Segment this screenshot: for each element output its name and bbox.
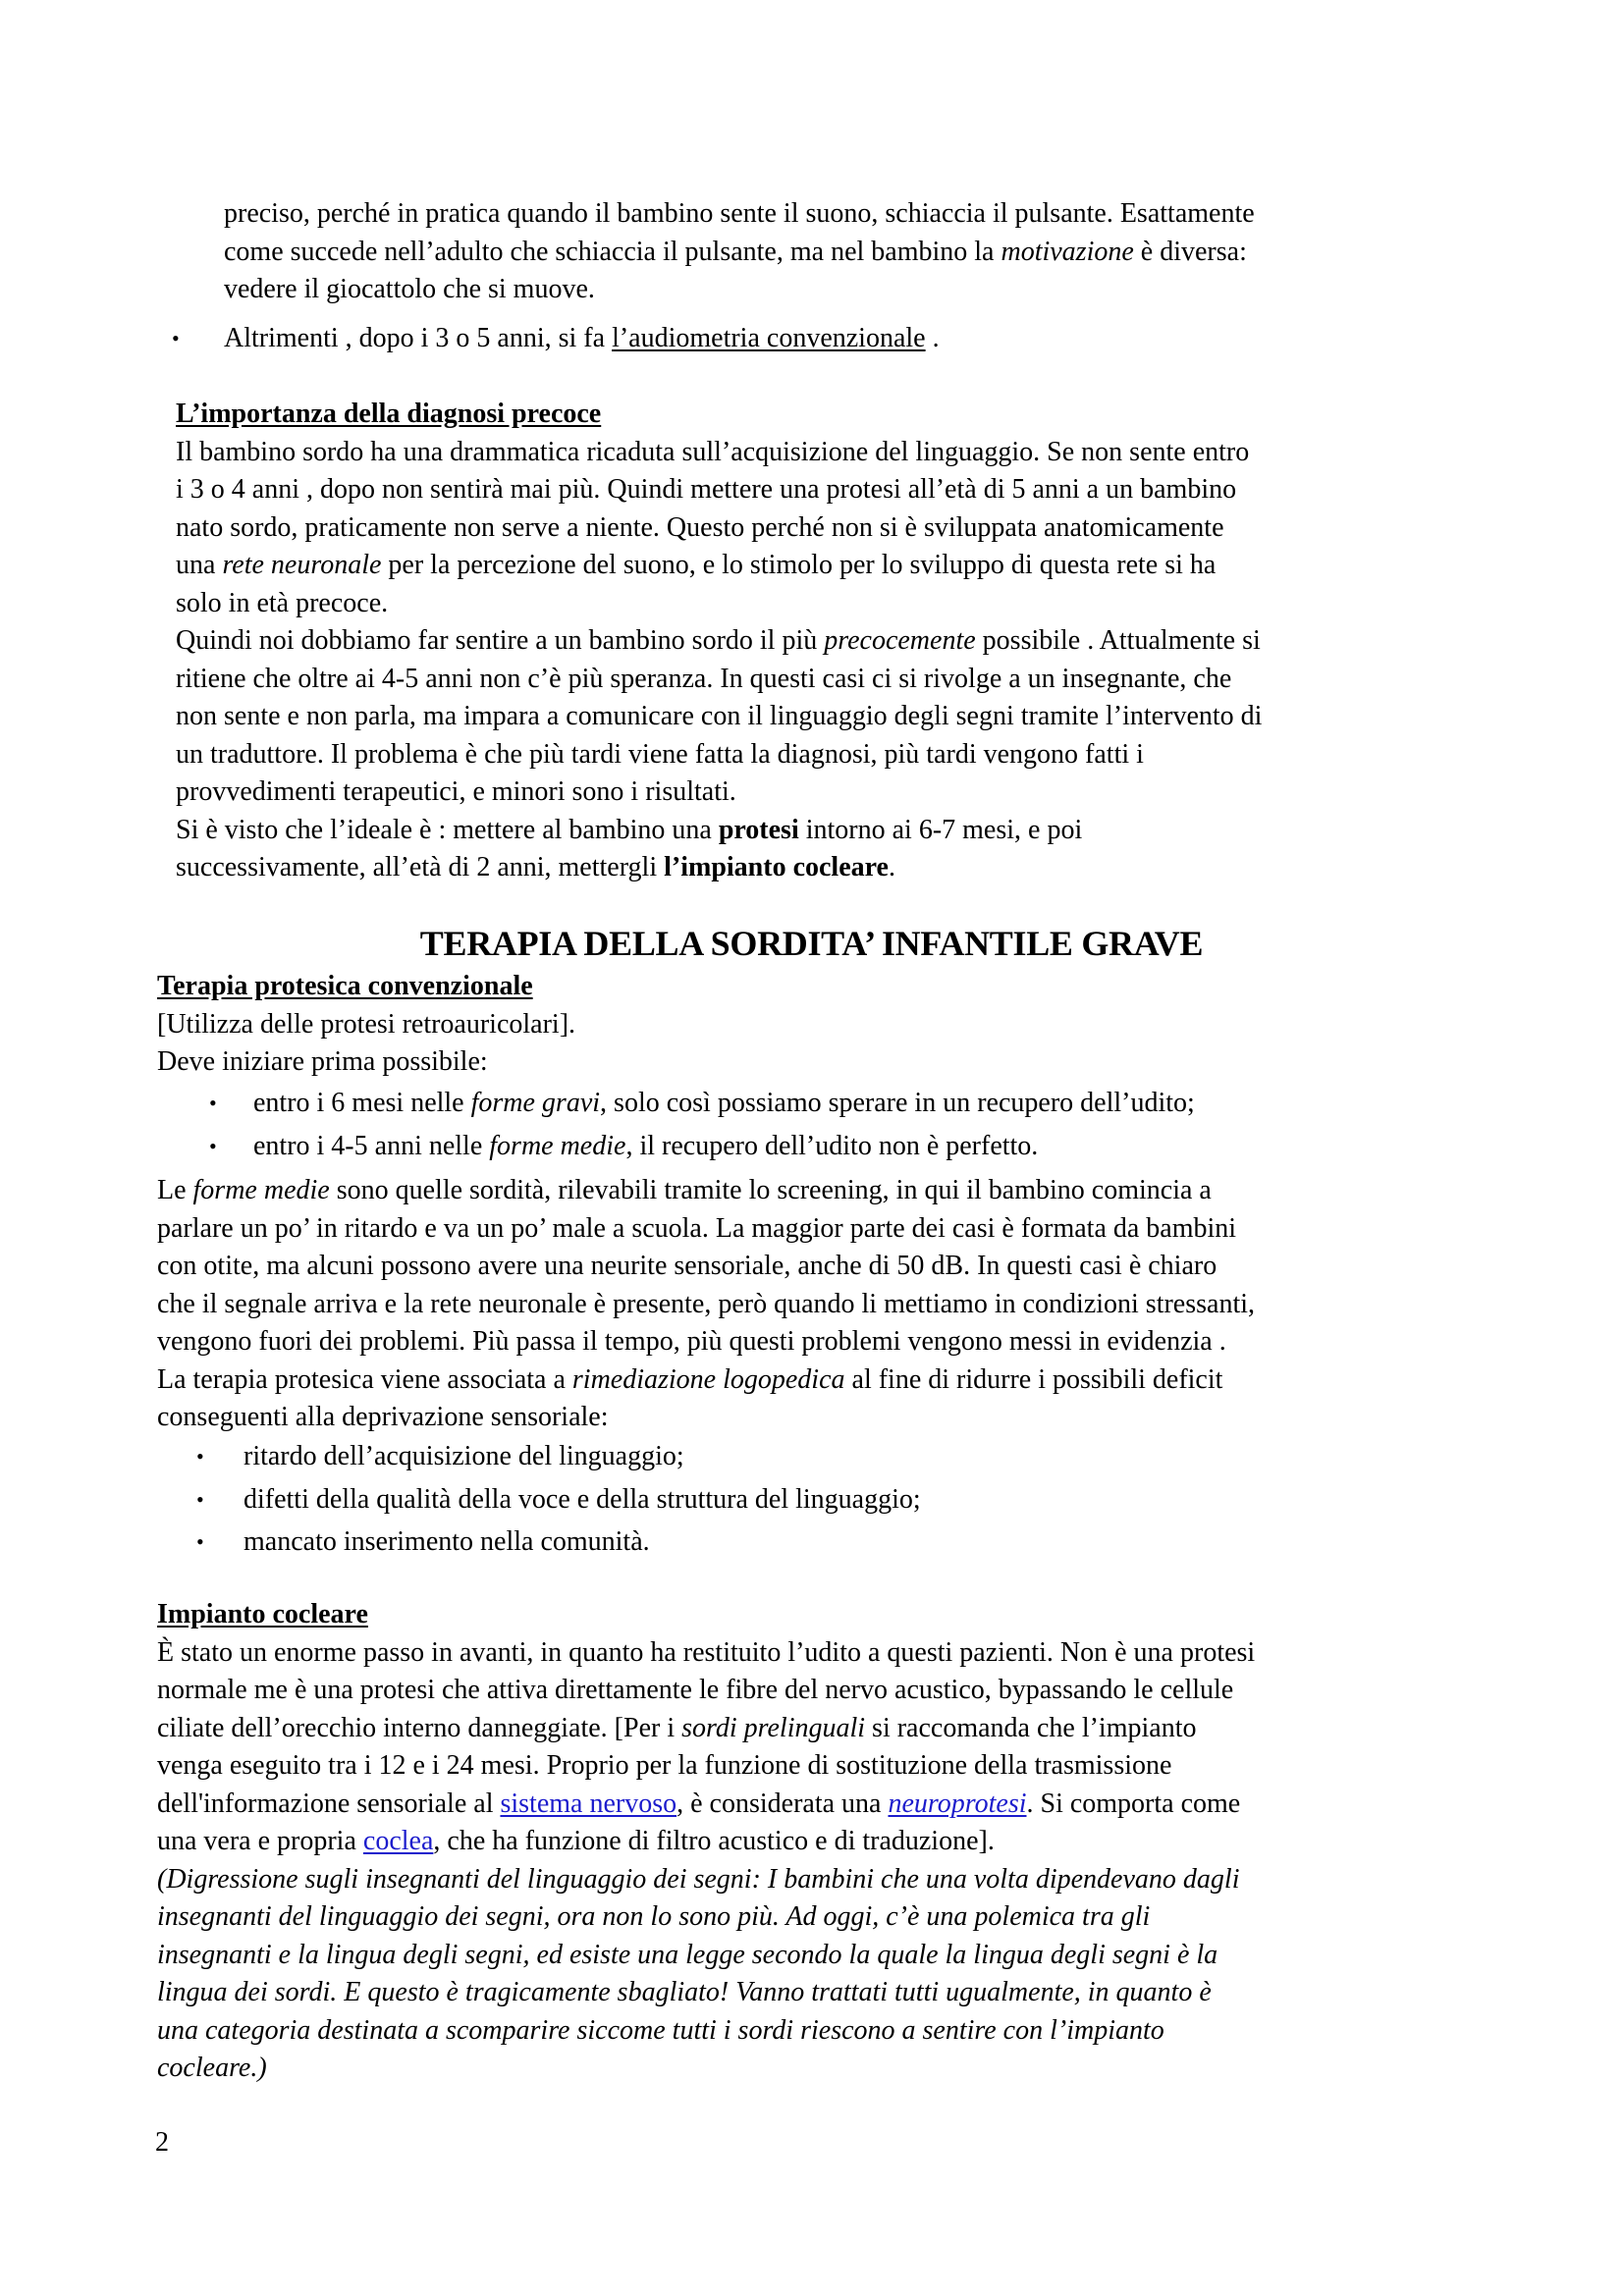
text-run: forme gravi — [470, 1088, 601, 1118]
text-run: per la percezione del suono, e lo stimolo per lo sviluppo di questa rete si ha — [381, 550, 1217, 580]
text-run: Si è visto che l’ideale è : mettere al bambino una — [176, 814, 719, 845]
text-run: Quindi noi dobbiamo far sentire a un bambino sordo il più — [176, 625, 825, 656]
text-line — [224, 234, 1255, 272]
text-run: conseguenti alla deprivazione sensoriale: — [157, 1402, 609, 1432]
text-line — [157, 2012, 1255, 2051]
text-run: Deve iniziare prima possibile: — [157, 1046, 488, 1077]
text-run: rimediazione logopedica — [571, 1363, 845, 1395]
text-line — [157, 1747, 1255, 1786]
text-line — [157, 1286, 1255, 1324]
text-run: l’audiometria convenzionale — [612, 323, 926, 353]
text-run: con otite, ma alcuni possono avere una neurite sensoriale, anche di 50 dB. In questi casi è chiaro — [157, 1251, 1217, 1281]
text-run: una vera e propria — [157, 1826, 363, 1856]
text-line — [157, 1043, 575, 1082]
text-run: insegnanti del linguaggio dei segni, ora non lo sono più. Ad oggi, c’è una polemica tra gli — [157, 1901, 1151, 1932]
list-item-text — [243, 1521, 650, 1564]
text-run: lingua dei sordi. E questo è tragicamente sbagliato! Vanno trattati tutti ugualmente, in quanto è — [157, 1977, 1212, 2007]
text-run: , il recupero dell’udito non è perfetto. — [625, 1131, 1039, 1161]
text-run: al fine di ridurre i possibili deficit — [844, 1363, 1223, 1395]
text-run: solo in età precoce. — [176, 587, 389, 618]
text-run: che il segnale arriva e la rete neuronale è presente, però quando li mettiamo in condizioni stressanti, — [157, 1288, 1256, 1319]
hyperlink[interactable]: coclea — [362, 1826, 434, 1856]
text-run: possibile . Attualmente si — [975, 625, 1261, 656]
text-line — [176, 434, 1262, 472]
text-run: un traduttore. Il problema è che più tardi viene fatta la diagnosi, più tardi vengono fatti i — [176, 738, 1144, 770]
text-run: vengono fuori dei problemi. Più passa il tempo, più questi problemi vengono messi in evidenzia . — [157, 1326, 1226, 1357]
text-run: non sente e non parla, ma impara a comunicare con il linguaggio degli segni tramite l’intervento di — [176, 701, 1263, 731]
text-run: ciliate dell’orecchio interno danneggiate. [Per i — [157, 1712, 682, 1743]
text-run: protesi — [718, 814, 799, 845]
text-line — [157, 2050, 1255, 2088]
text-run: una categoria destinata a scomparire siccome tutti i sordi riescono a sentire con l’impianto — [157, 2014, 1164, 2046]
text-run: forme medie — [192, 1175, 330, 1205]
text-run: una — [176, 550, 223, 580]
text-run: . — [888, 852, 895, 882]
text-run: Le — [157, 1175, 193, 1205]
text-line — [157, 1672, 1255, 1710]
text-run: Altrimenti , dopo i 3 o 5 anni, si fa — [224, 323, 613, 353]
bullet-icon: • — [209, 1091, 217, 1115]
text-line — [157, 1172, 1255, 1210]
text-line — [176, 849, 1262, 887]
section-heading: Terapia protesica convenzionale — [157, 971, 533, 1001]
list-item-text — [253, 1125, 1038, 1168]
text-run: si raccomanda che l’impianto — [865, 1712, 1197, 1743]
text-run: dell'informazione sensoriale al — [157, 1788, 501, 1819]
text-line — [157, 1861, 1255, 1899]
text-line — [157, 1823, 1255, 1861]
section-terapia — [157, 968, 575, 1082]
text-run: successivamente, all’età di 2 anni, mettergli — [176, 852, 665, 882]
text-line — [157, 1786, 1255, 1824]
list-continuation — [224, 195, 1255, 309]
text-run: provvedimenti terapeutici, e minori sono i risultati. — [176, 776, 736, 807]
text-run: intorno ai 6-7 mesi, e poi — [798, 814, 1083, 845]
text-run: normale me è una protesi che attiva direttamente le fibre del nervo acustico, bypassando le cellule — [157, 1675, 1234, 1705]
text-run: sordi prelinguali — [681, 1712, 866, 1743]
continuation-lines — [224, 195, 1255, 309]
text-line — [176, 698, 1262, 736]
page-number: 2 — [155, 2127, 169, 2158]
text-line — [176, 774, 1262, 812]
text-run: Il bambino sordo ha una drammatica ricaduta sull’acquisizione del linguaggio. Se non sente entro — [176, 436, 1250, 467]
section-paragraph — [176, 434, 1262, 887]
text-line — [224, 195, 1255, 234]
text-run: [Utilizza delle protesi retroauricolari]. — [157, 1008, 576, 1040]
bullet-icon: • — [196, 1529, 204, 1554]
text-run: cocleare.) — [157, 2053, 267, 2083]
text-line — [157, 1898, 1255, 1937]
text-run: forme medie — [489, 1131, 626, 1161]
text-run: venga eseguito tra i 12 e i 24 mesi. Proprio per la funzione di sostituzione della trasmissione — [157, 1750, 1172, 1781]
text-line — [176, 661, 1262, 699]
text-run: , è considerata una — [676, 1788, 889, 1819]
text-line — [176, 547, 1262, 585]
text-line — [176, 471, 1262, 509]
text-run: entro i 6 mesi nelle — [253, 1088, 471, 1118]
bullet-text — [224, 320, 940, 358]
bullet-icon: • — [196, 1444, 204, 1468]
text-run: , solo così possiamo sperare in un recupero dell’udito; — [600, 1088, 1195, 1118]
section-diagnosi — [176, 396, 1262, 887]
text-line — [157, 1248, 1255, 1286]
text-line — [224, 271, 1255, 309]
section-paragraph — [157, 1172, 1255, 1437]
text-line — [176, 812, 1262, 850]
text-run: . Si comporta come — [1026, 1788, 1241, 1819]
text-run: motivazione — [1001, 236, 1134, 267]
text-run: come succede nell’adulto che schiaccia il pulsante, ma nel bambino la — [224, 236, 1001, 267]
text-line — [176, 509, 1262, 548]
text-line — [157, 1710, 1255, 1748]
text-run: i 3 o 4 anni , dopo non sentirà mai più. Quindi mettere una protesi all’età di 5 anni a un bambino — [176, 474, 1237, 505]
text-run: è diversa: — [1133, 236, 1247, 267]
text-line — [176, 622, 1262, 661]
section-paragraph — [157, 1634, 1255, 2088]
text-run: precocemente — [824, 625, 976, 656]
text-run: parlare un po’ in ritardo e va un po’ male a scuola. La maggior parte dei casi è formata da bambini — [157, 1212, 1237, 1244]
text-run: sono quelle sordità, rilevabili tramite lo screening, in qui il bambino comincia a — [329, 1175, 1212, 1205]
bullet-icon: • — [172, 326, 180, 350]
section-intro — [157, 1006, 575, 1082]
text-run: , che ha funzione di filtro acustico e di traduzione]. — [433, 1826, 995, 1856]
text-run: difetti della qualità della voce e della struttura del linguaggio; — [243, 1483, 921, 1515]
text-run: vedere il giocattolo che si muove. — [224, 274, 595, 304]
text-run: La terapia protesica viene associata a — [157, 1363, 572, 1395]
section-heading: Impianto cocleare — [157, 1599, 368, 1629]
bullet-icon: • — [196, 1486, 204, 1512]
text-run: insegnanti e la lingua degli segni, ed esiste una legge secondo la quale la lingua degli segni è la — [157, 1939, 1218, 1970]
text-line — [157, 1399, 1255, 1437]
text-line — [176, 585, 1262, 623]
text-line — [157, 1210, 1255, 1249]
list-item-text — [243, 1478, 921, 1522]
hyperlink[interactable]: sistema nervoso — [500, 1788, 677, 1819]
text-run: ritardo dell’acquisizione del linguaggio; — [243, 1441, 684, 1471]
text-run: preciso, perché in pratica quando il bambino sente il suono, schiaccia il pulsante. Esattamente — [224, 198, 1255, 229]
list-item-text — [253, 1082, 1195, 1125]
text-run: rete neuronale — [222, 550, 382, 580]
text-run: (Digressione sugli insegnanti del linguaggio dei segni: I bambini che una volta dipendevano dagli — [157, 1863, 1240, 1895]
text-line — [157, 1974, 1255, 2012]
text-run: mancato inserimento nella comunità. — [243, 1526, 650, 1557]
text-line — [157, 1323, 1255, 1362]
section-impianto — [157, 1596, 1255, 2088]
section-forme-medie — [157, 1172, 1255, 1437]
list-item-text — [243, 1435, 684, 1478]
text-run: l’impianto cocleare — [664, 852, 889, 882]
text-run: entro i 4-5 anni nelle — [253, 1131, 490, 1161]
text-line — [176, 736, 1262, 774]
hyperlink[interactable]: neuroprotesi — [888, 1788, 1027, 1819]
page-title: TERAPIA DELLA SORDITA’ INFANTILE GRAVE — [419, 924, 1204, 963]
text-line — [157, 1362, 1255, 1400]
text-run: È stato un enorme passo in avanti, in quanto ha restituito l’udito a questi pazienti. Non è una protesi — [157, 1636, 1256, 1668]
text-run: . — [925, 323, 940, 353]
text-line — [157, 1937, 1255, 1975]
text-run: nato sordo, praticamente non serve a niente. Questo perché non si è sviluppata anatomicamente — [176, 511, 1224, 543]
bullet-icon: • — [209, 1134, 217, 1158]
text-run: ritiene che oltre ai 4-5 anni non c’è più speranza. In questi casi ci si rivolge a un insegnante, che — [176, 663, 1232, 694]
section-heading: L’importanza della diagnosi precoce — [176, 399, 602, 429]
text-line — [157, 1634, 1255, 1673]
text-line — [157, 1006, 575, 1044]
